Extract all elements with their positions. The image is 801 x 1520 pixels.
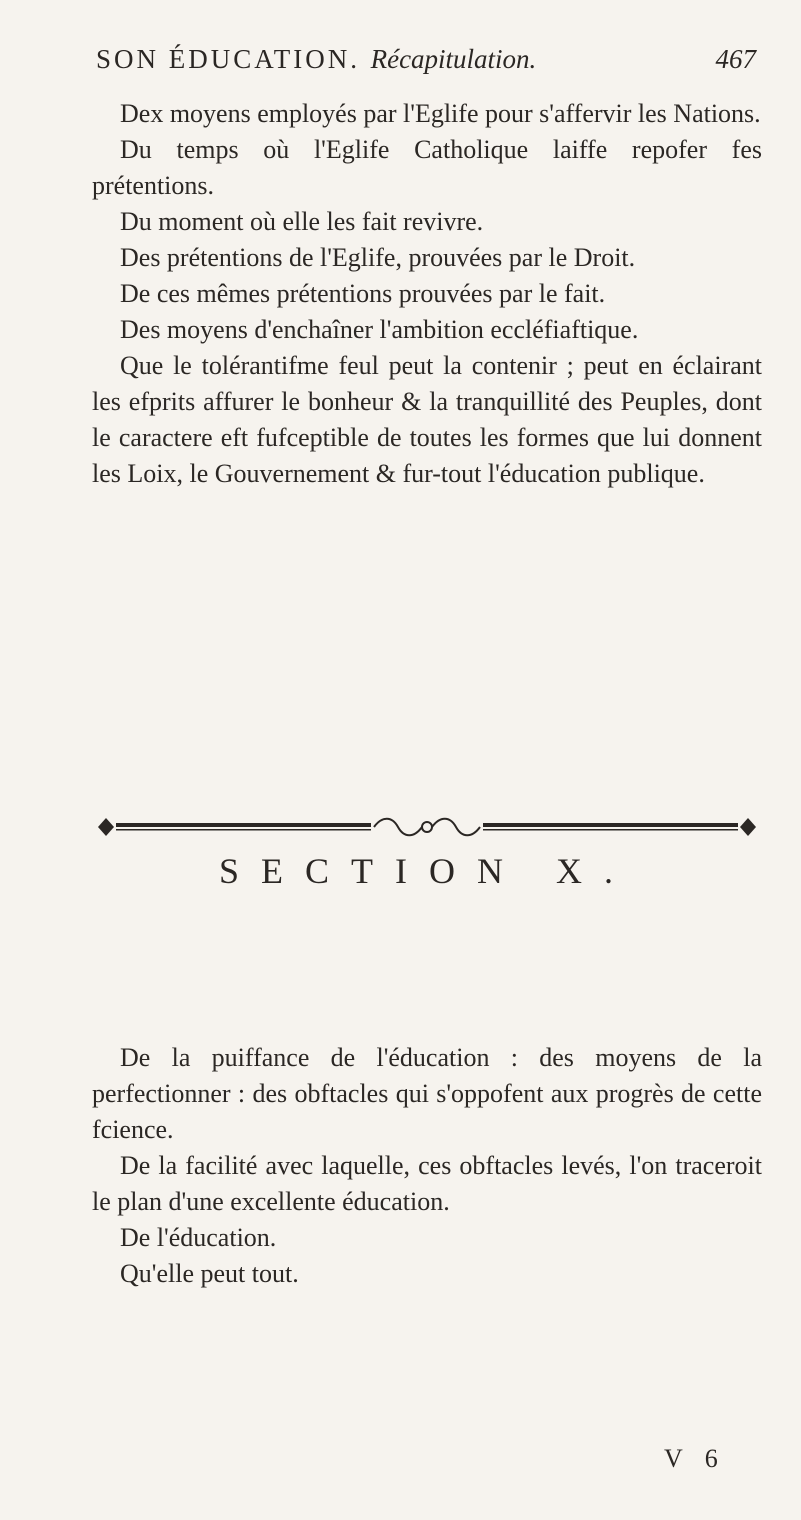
summary-list-top: [92, 96, 762, 492]
page-number: 467: [715, 44, 756, 74]
summary-list-bottom: [92, 1040, 762, 1292]
decorative-ornament-band: [92, 812, 762, 842]
summary-paragraph: Du temps où l'Eglife Catholique laiffe repofer fes prétentions.: [92, 135, 762, 200]
summary-paragraph: De ces mêmes prétentions prouvées par le fait.: [120, 279, 606, 308]
summary-paragraph: Des moyens d'enchaîner l'ambition eccléfiaftique.: [120, 315, 639, 344]
summary-paragraph: Qu'elle peut tout.: [120, 1259, 299, 1288]
summary-paragraph: Que le tolérantifme feul peut la contenir ; peut en éclairant les efprits affurer le bonheur & la tranquillité des Peuples, dont le caractere eft fufceptible de toutes les formes que lui donnent les Loix, le Gouvernement & fur-tout l'éducation publique.: [92, 351, 762, 488]
running-head: [96, 44, 756, 84]
summary-paragraph: De la puiffance de l'éducation : des moyens de la perfectionner : des obftacles qui s'oppofent aux progrès de cette fcience.: [92, 1043, 762, 1144]
summary-paragraph: De l'éducation.: [120, 1223, 277, 1252]
summary-paragraph: Dex moyens employés par l'Eglife pour s'affervir les Nations.: [120, 99, 761, 128]
running-head-title: SON ÉDUCATION.: [96, 44, 360, 74]
signature-mark: V 6: [664, 1444, 726, 1473]
section-heading: SECTION X.: [219, 851, 635, 891]
summary-paragraph: Des prétentions de l'Eglife, prouvées par le Droit.: [120, 243, 636, 272]
running-head-subtitle: Récapitulation.: [370, 44, 537, 74]
summary-paragraph: Du moment où elle les fait revivre.: [120, 207, 484, 236]
summary-paragraph: De la facilité avec laquelle, ces obftacles levés, l'on traceroit le plan d'une excellente éducation.: [92, 1151, 762, 1216]
